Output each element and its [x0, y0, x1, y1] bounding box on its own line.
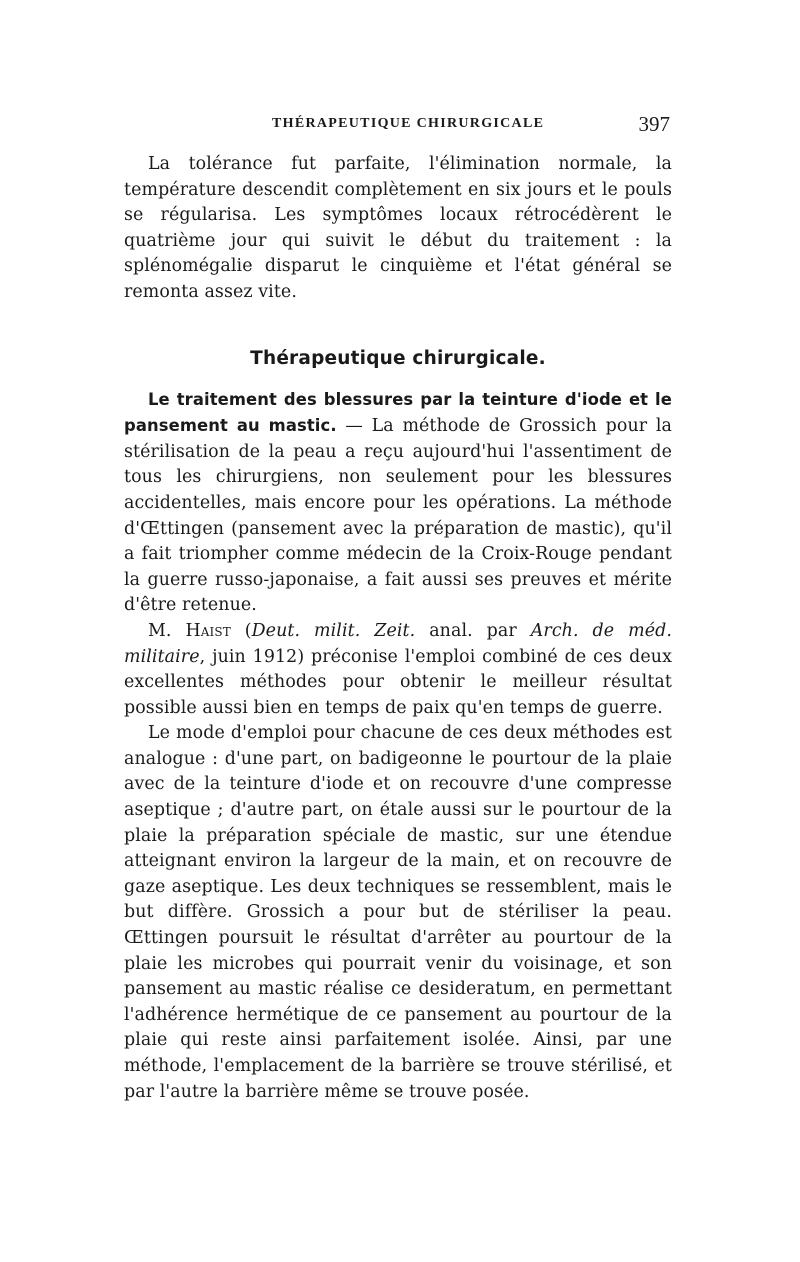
- review-citation: Arch. de méd. militaire: [124, 620, 672, 667]
- running-head: [124, 112, 672, 140]
- journal-citation: Deut. milit. Zeit.: [251, 620, 416, 641]
- paragraph-4: Le mode d'emploi pour chacune de ces deux méthodes est analogue : d'une part, on badigeonne le pourtour de la plaie avec de la teinture d'iode et on recouvre d'une compresse aseptique ; d'autre part, on étale aussi sur le pourtour de la plaie la préparation spéciale de mastic, sur une étendue atteignant environ la largeur de la main, et on recouvre de gaze aseptique. Les deux techniques se ressemblent, mais le but diffère. Grossich a pour but de stériliser la peau. Œttingen poursuit le résultat d'arrêter au pourtour de la plaie les microbes qui pourrait venir du voisinage, et son pansement au mastic réalise ce desideratum, en permettant l'adhérence hermétique de ce pansement au pourtour de la plaie qui reste ainsi parfaitement isolée. Ainsi, par une méthode, l'emplacement de la barrière se trouve stérilisé, et par l'autre la barrière même se trouve posée.: [124, 723, 672, 1102]
- paragraph-3-rest: , juin 1912) préconise l'emploi combiné de ces deux excellentes méthodes pour obtenir le meilleur résultat possible aussi bien en temps de paix qu'en temps de guerre.: [124, 646, 672, 718]
- book-page: [124, 112, 672, 1105]
- paragraph-2-body: — La méthode de Grossich pour la stérilisation de la peau a reçu aujourd'hui l'assentiment de tous les chirurgiens, non seulement pour les blessures accidentelles, mais encore pour les opérations. La méthode d'Œttingen (pansement avec la préparation de mastic), qu'il a fait triompher comme médecin de la Croix-Rouge pendant la guerre russo-japonaise, a fait aussi ses preuves et mérite d'être retenue.: [124, 416, 673, 616]
- author-name: Haist: [185, 620, 231, 641]
- paragraph-3-middle: anal. par: [415, 620, 531, 641]
- running-title: THÉRAPEUTIQUE CHIRURGICALE: [272, 116, 545, 131]
- section-heading: Thérapeutique chirurgicale.: [250, 347, 546, 369]
- paragraph-3: [124, 619, 672, 721]
- paragraph-2: [124, 387, 672, 619]
- paragraph-3-paren: (: [230, 620, 252, 641]
- paragraph-1: La tolérance fut parfaite, l'élimination normale, la température descendit complètement en six jours et le pouls se régularisa. Les symptômes locaux rétrocédèrent le quatrième jour qui suivit le début du traitement : la splénomégalie disparut le cinquième et l'état général se remonta assez vite.: [124, 154, 672, 302]
- article-title: Le traitement des blessures par la teinture d'iode et le pansement au mastic.: [124, 389, 672, 436]
- page-number: 397: [638, 112, 670, 136]
- paragraph-3-prefix: M.: [148, 620, 186, 641]
